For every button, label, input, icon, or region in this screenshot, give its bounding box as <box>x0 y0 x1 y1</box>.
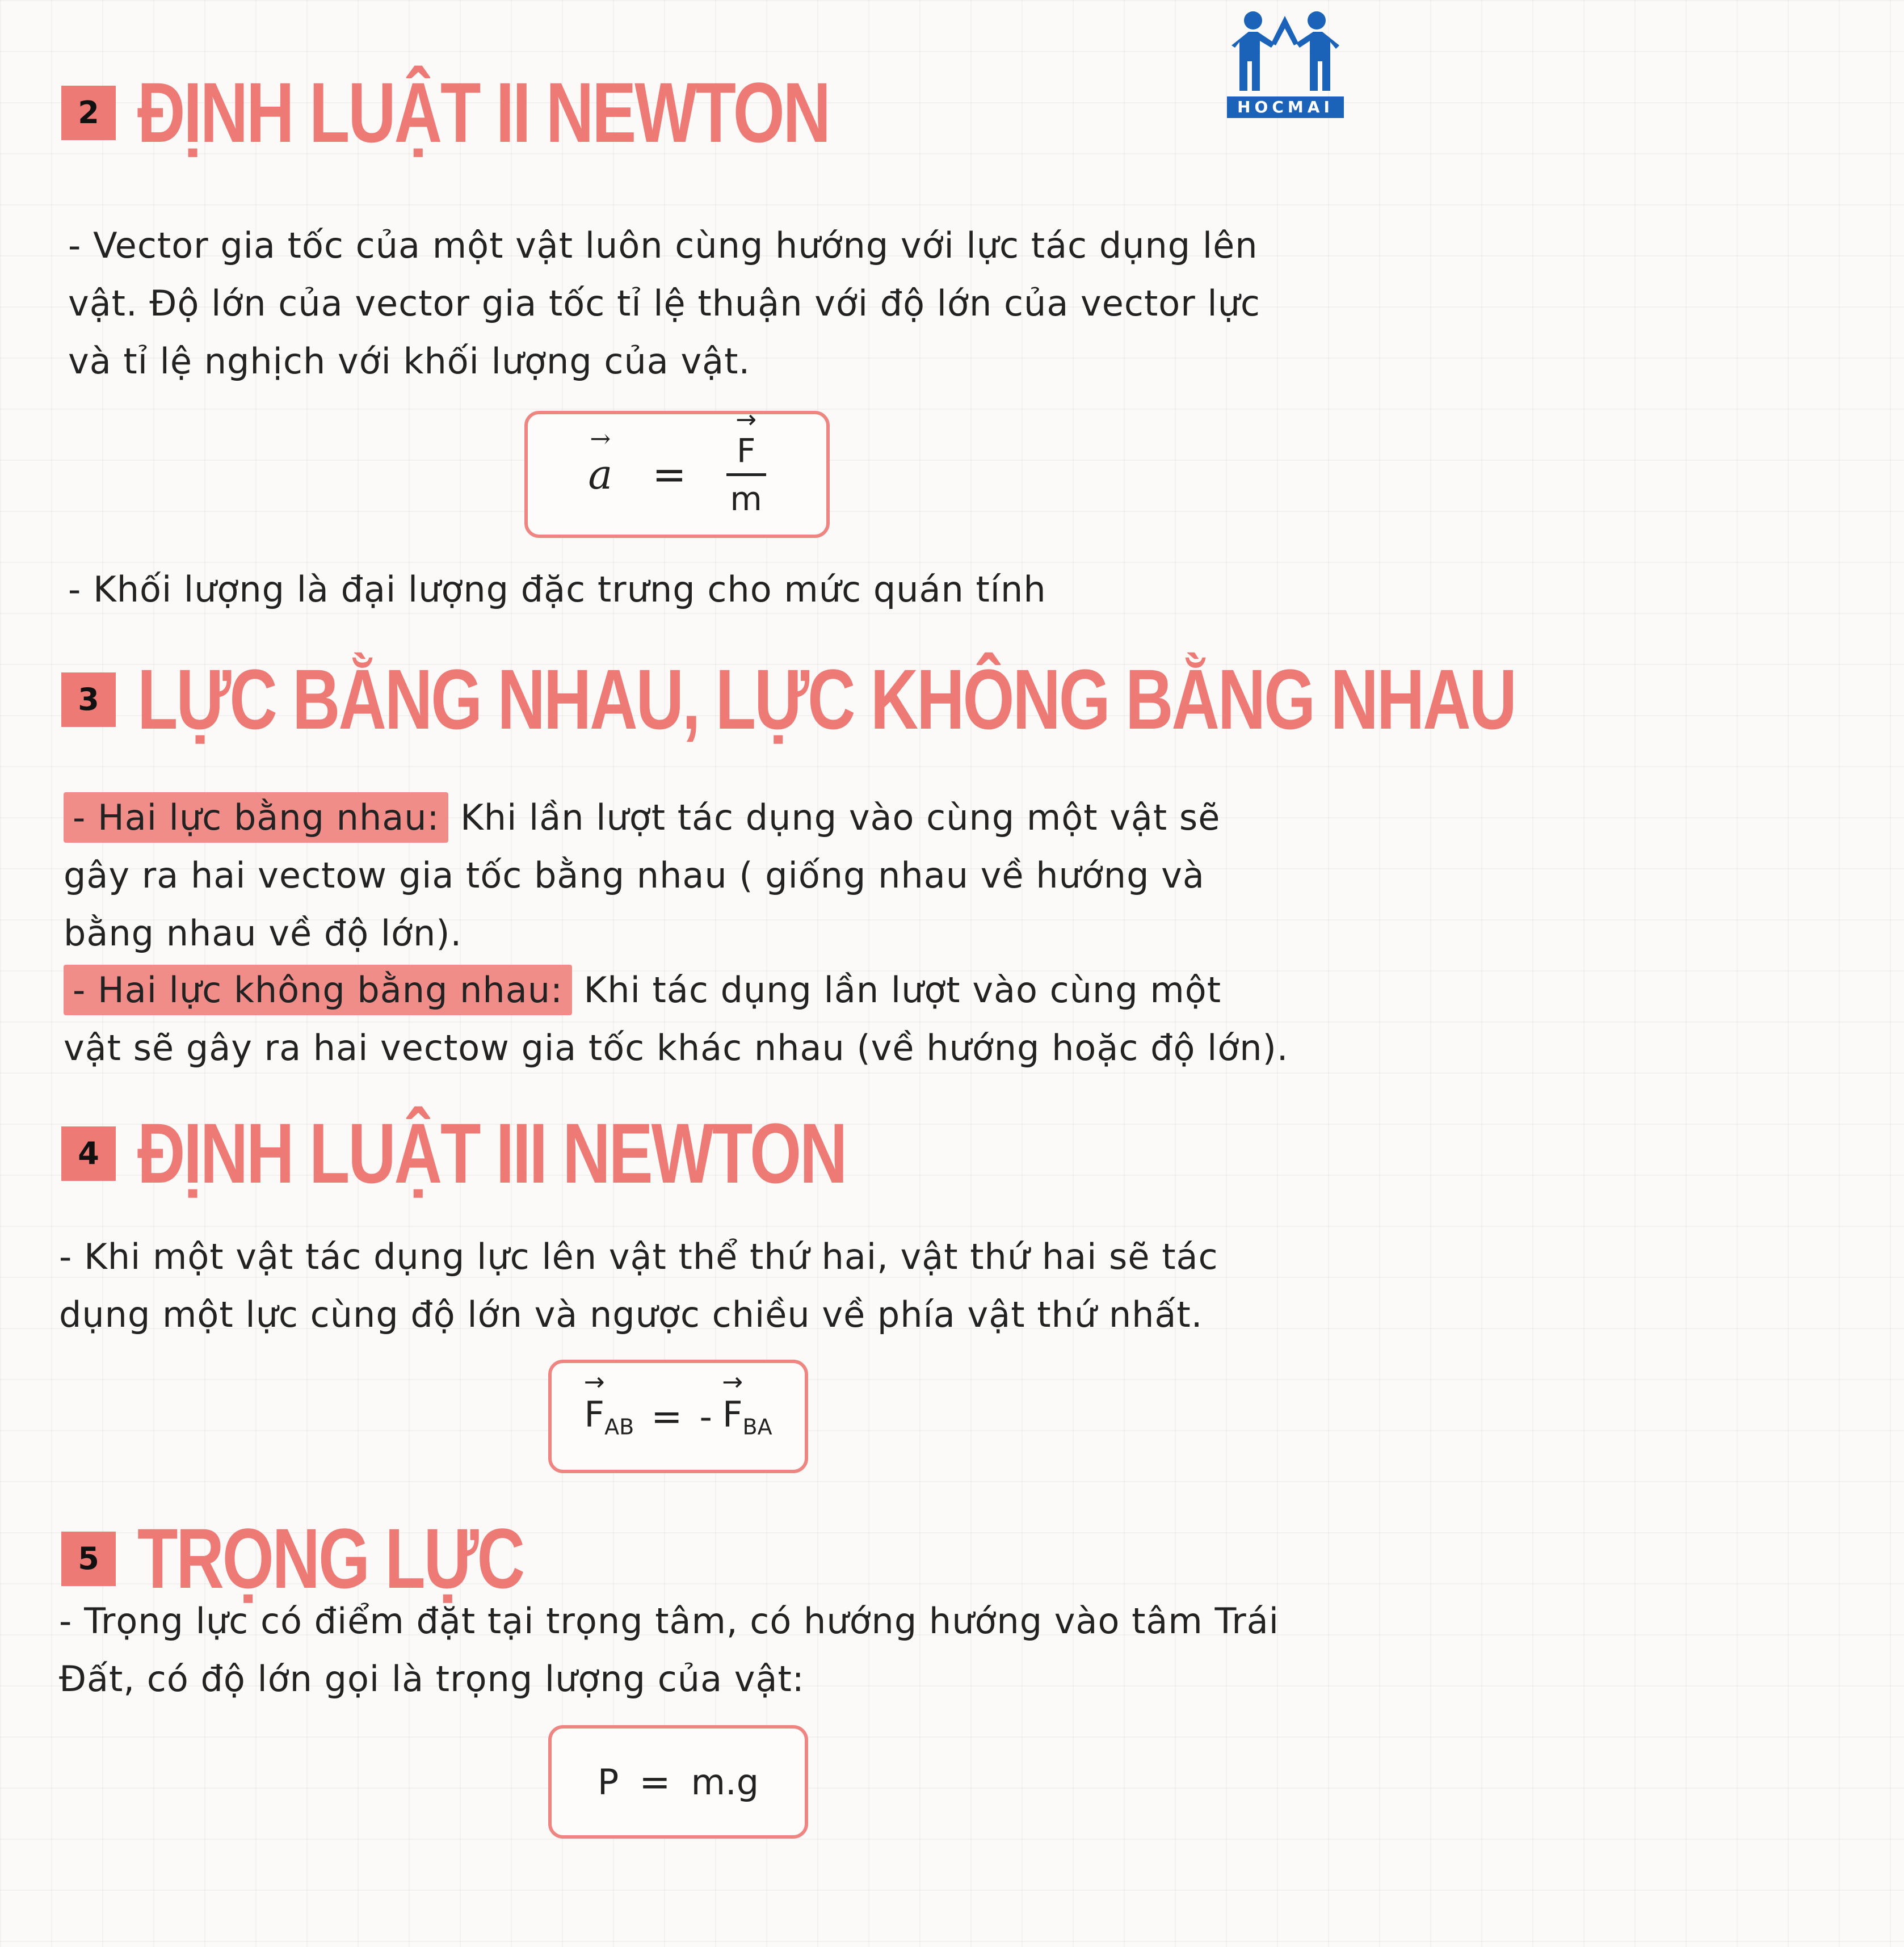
formula-equals: = <box>651 1394 683 1439</box>
item-text: Khi lần lượt tác dụng vào cùng một vật sẽ gây ra hai vectow gia tốc bằng nhau ( giống nhau về hướng và bằng nhau về độ lớn). <box>64 797 1221 954</box>
formula-term-fab: → $F_{AB}$ <box>584 1394 634 1439</box>
formula-numerator: → F <box>737 431 755 470</box>
formula-lhs: → a <box>588 451 612 498</box>
hocmai-logo <box>1226 6 1345 119</box>
section-3-item-equal <box>64 789 1289 962</box>
formula-weight <box>548 1725 808 1839</box>
logo-text: HOCMAI <box>1227 96 1344 118</box>
section-3-item-unequal <box>64 961 1289 1077</box>
section-number-badge: 5 <box>61 1532 116 1586</box>
section-number-badge: 4 <box>61 1126 116 1181</box>
section-2-paragraph: - Vector gia tốc của một vật luôn cùng hướng với lực tác dụng lên vật. Độ lớn của vector gia tốc tỉ lệ thuận với độ lớn của vector lực và tỉ lệ nghịch với khối lượng của vật. <box>68 225 1261 382</box>
section-3-heading <box>61 650 1904 748</box>
highlight-label: - Hai lực bằng nhau: <box>64 792 448 843</box>
section-2-note: - Khối lượng là đại lượng đặc trưng cho mức quán tính <box>68 569 1046 610</box>
item-text: Khi tác dụng lần lượt vào cùng một vật sẽ gây ra hai vectow gia tốc khác nhau (về hướng hoặc độ lớn). <box>64 969 1289 1069</box>
formula-term-fba: → $F_{BA}$ <box>722 1394 772 1439</box>
section-title: LỰC BẰNG NHAU, LỰC KHÔNG BẰNG NHAU <box>137 651 1515 747</box>
fraction-bar <box>726 473 766 476</box>
highlight-label: - Hai lực không bằng nhau: <box>64 965 572 1015</box>
formula-lhs: P <box>597 1761 619 1803</box>
section-5-paragraph: - Trọng lực có điểm đặt tại trọng tâm, có hướng hướng vào tâm Trái Đất, có độ lớn gọi là trọng lượng của vật: <box>59 1600 1279 1700</box>
section-number-badge: 3 <box>61 672 116 727</box>
formula-newton-3 <box>548 1360 808 1473</box>
section-4-paragraph: - Khi một vật tác dụng lực lên vật thể thứ hai, vật thứ hai sẽ tác dụng một lực cùng độ lớn và ngược chiều về phía vật thứ nhất. <box>59 1236 1218 1335</box>
section-number-badge: 2 <box>61 86 116 140</box>
section-2-heading <box>61 64 1024 162</box>
section-title: ĐỊNH LUẬT II NEWTON <box>137 65 829 160</box>
section-title: TRỌNG LỰC <box>137 1511 523 1606</box>
formula-equals: = <box>652 451 687 498</box>
section-title: ĐỊNH LUẬT III NEWTON <box>137 1105 846 1201</box>
formula-rhs: m.g <box>691 1761 759 1803</box>
formula-newton-2 <box>524 411 830 538</box>
formula-equals: = <box>639 1760 671 1804</box>
formula-denominator: m <box>730 479 762 518</box>
formula-minus: - <box>699 1395 712 1437</box>
formula-fraction <box>726 431 766 518</box>
section-4-heading <box>61 1104 1045 1202</box>
logo-figures-icon <box>1226 6 1345 96</box>
